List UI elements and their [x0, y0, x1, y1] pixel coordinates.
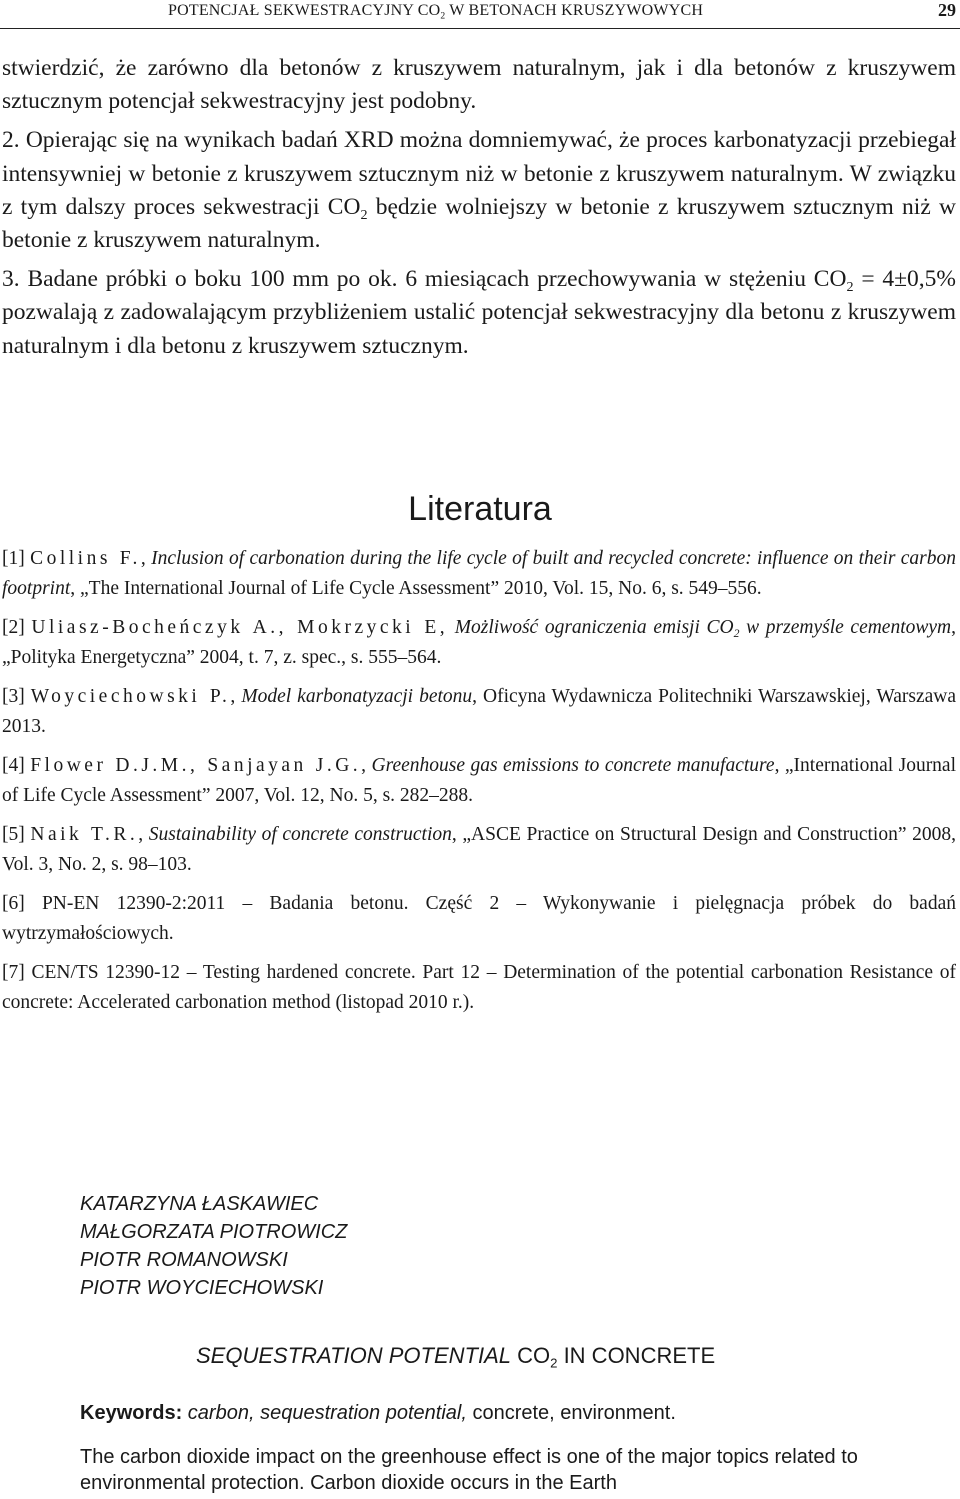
reference-author: Flower D.J.M., Sanjayan J.G.	[30, 755, 362, 776]
paragraph-conclusion-2: 2. Opierając się na wynikach badań XRD można domniemywać, że proces karbonatyzacji przebiegał intensywniej w betonie z kruszywem sztucznym niż w betonie z kruszywem naturalnym. W związku z tym dalszy proces sekwestracji $CO_2$ będzie wolniejszy w betonie z kruszywem sztucznym niż w betonie z kruszywem naturalnym.	[2, 127, 956, 254]
reference-author: Collins F.	[30, 548, 141, 569]
paragraph-continuation: stwierdzić, że zarówno dla betonów z kruszywem naturalnym, jak i dla betonów z kruszywem sztucznym potencjał sekwestracyjny jest podobny.	[2, 55, 956, 115]
abstract-text: The carbon dioxide impact on the greenhouse effect is one of the major topics related to environmental protection. Carbon dioxide occurs in the Earth	[80, 1446, 858, 1494]
reference-text: PN-EN 12390-2:2011 – Badania betonu. Część 2 – Wykonywanie i pielęgnacja próbek do badań wytrzymałościowych.	[2, 893, 956, 944]
reference-title: Sustainability of concrete construction	[148, 824, 452, 845]
running-head	[0, 0, 960, 30]
reference-title: Model karbonatyzacji betonu	[241, 686, 473, 707]
literature-heading: Literatura	[408, 490, 552, 528]
running-title-text: POTENCJAŁ SEKWESTRACYJNY CO	[168, 2, 441, 19]
reference-list	[2, 544, 956, 1027]
reference-author: Naik T.R.	[30, 824, 139, 845]
page-number: 29	[938, 0, 956, 20]
reference-item: [1] Collins F., Inclusion of carbonation during the life cycle of built and recycled concrete: influence on their carbon footprint, „The International Journal of Life Cycle Assessment” 2010, Vol. 15, No. 6, s. 549–556.	[2, 548, 957, 599]
reference-title: Możliwość ograniczenia emisji $CO_2$ w przemyśle cementowym	[454, 617, 952, 641]
running-title	[168, 2, 703, 20]
reference-title: Inclusion of carbonation during the life cycle of built and recycled concrete: influence on their carbon footprint	[2, 548, 957, 599]
reference-item: [6] PN-EN 12390-2:2011 – Badania betonu. Część 2 – Wykonywanie i pielęgnacja próbek do badań wytrzymałościowych.	[2, 893, 956, 944]
english-title: SEQUESTRATION POTENTIAL $CO_2$ IN CONCRETE	[196, 1343, 716, 1371]
reference-item: [3] Woyciechowski P., Model karbonatyzacji betonu, Oficyna Wydawnicza Politechniki Warszawskiej, Warszawa 2013.	[2, 686, 957, 737]
reference-author: Uliasz-Bocheńczyk A., Mokrzycki E,	[31, 617, 449, 638]
reference-item: [5] Naik T.R., Sustainability of concrete construction, „ASCE Practice on Structural Design and Construction” 2008, Vol. 3, No. 2, s. 98–103.	[2, 824, 956, 875]
header-rule	[0, 28, 960, 29]
reference-text: CEN/TS 12390-12 – Testing hardened concrete. Part 12 – Determination of the potential carbonation Resistance of concrete: Accelerated carbonation method (listopad 2010 r.).	[2, 962, 956, 1013]
english-authors	[80, 1190, 347, 1302]
reference-item: [7] CEN/TS 12390-12 – Testing hardened concrete. Part 12 – Determination of the potential carbonation Resistance of concrete: Accelerated carbonation method (listopad 2010 r.).	[2, 962, 956, 1013]
body-text	[2, 52, 956, 369]
running-title-text-end: W BETONACH KRUSZYWOWYCH	[445, 2, 704, 19]
paragraph-conclusion-3: 3. Badane próbki o boku 100 mm po ok. 6 miesiącach przechowywania w stężeniu $CO_2 = 4\pm 0,5\%$ pozwalają z zadowalającym przybliżeniem ustalić potencjał sekwestracyjny dla betonu z kruszywem naturalnym i dla betonu z kruszywem sztucznym.	[2, 266, 956, 359]
reference-title: Greenhouse gas emissions to concrete manufacture	[371, 755, 775, 776]
keywords-label: Keywords:	[80, 1402, 183, 1424]
author-name: KATARZYNA ŁASKAWIEC	[80, 1193, 319, 1215]
keywords: Keywords: carbon, sequestration potential, concrete, environment.	[80, 1402, 676, 1424]
author-name: MAŁGORZATA PIOTROWICZ	[80, 1221, 348, 1243]
author-name: PIOTR ROMANOWSKI	[80, 1249, 288, 1271]
running-title-subscript: 2	[440, 10, 446, 22]
reference-author: Woyciechowski P.	[30, 686, 231, 707]
reference-item: [4] Flower D.J.M., Sanjayan J.G., Greenhouse gas emissions to concrete manufacture, „International Journal of Life Cycle Assessment” 2007, Vol. 12, No. 5, s. 282–288.	[2, 755, 957, 806]
reference-item: [2] Uliasz-Bocheńczyk A., Mokrzycki E, Możliwość ograniczenia emisji $CO_2$ w przemyśle cementowym, „Polityka Energetyczna” 2004, t. 7, z. spec., s. 555–564.	[2, 617, 956, 668]
author-name: PIOTR WOYCIECHOWSKI	[80, 1277, 324, 1299]
